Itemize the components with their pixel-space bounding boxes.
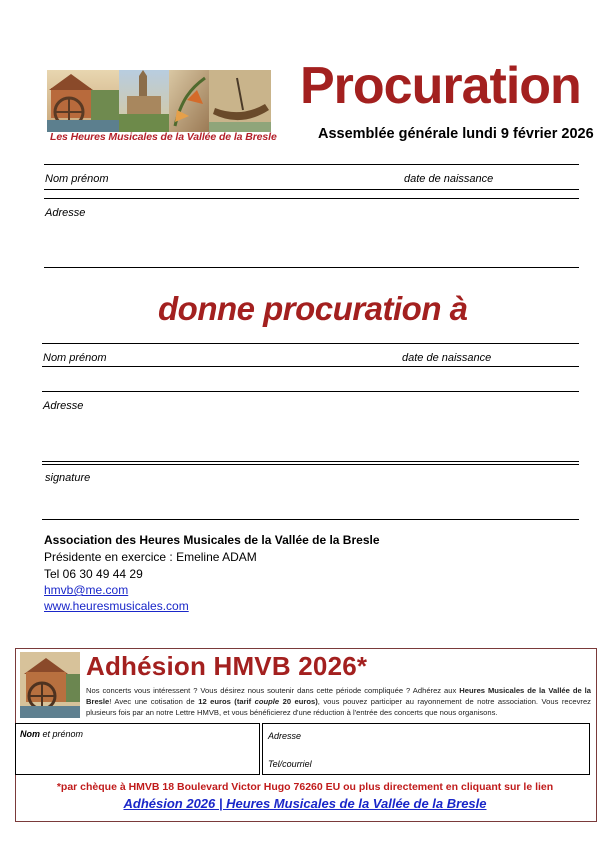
signature-field-line[interactable]	[42, 519, 579, 520]
adhesion-price-couple: couple	[254, 696, 280, 706]
address-label: Adresse	[45, 207, 86, 219]
proxy-address-label: Adresse	[43, 400, 84, 412]
association-name: Association des Heures Musicales de la Vallée de la Bresle	[44, 533, 380, 547]
page-title: Procuration	[300, 57, 581, 115]
watercolor-logo-image	[47, 70, 271, 132]
name-field-label-rest: et prénom	[40, 729, 84, 739]
name-field-label	[20, 729, 83, 739]
adhesion-text-part: ! Avec une cotisation de	[109, 696, 199, 706]
divider	[42, 343, 579, 344]
logo-painting	[47, 70, 271, 132]
adhesion-title: Adhésion HMVB 2026*	[86, 651, 368, 681]
name-field-line[interactable]	[44, 189, 579, 190]
adhesion-link[interactable]: Adhésion 2026 | Heures Musicales de la Vallée de la Bresle	[123, 796, 487, 811]
proxy-address-field-line[interactable]	[42, 461, 579, 462]
association-president: Présidente en exercice : Emeline ADAM	[44, 550, 257, 564]
adhesion-price: 12 euros (tarif	[198, 696, 255, 706]
adhesion-price-couple-amount: 20 euros)	[279, 696, 318, 706]
adhesion-text-bold: Heures Musicales de la Vallée de la Bresle	[86, 686, 591, 706]
adhesion-mill-image	[20, 652, 80, 718]
proxy-name-field-line[interactable]	[42, 366, 579, 367]
divider	[42, 464, 579, 465]
divider	[42, 391, 579, 392]
address-field-label: Adresse	[268, 731, 302, 741]
page-subtitle: Assemblée générale lundi 9 février 2026	[318, 126, 594, 142]
association-phone: Tel 06 30 49 44 29	[44, 567, 143, 581]
divider	[44, 198, 579, 199]
adhesion-description	[86, 686, 591, 718]
address-field-line[interactable]	[44, 267, 579, 268]
proxy-birthdate-label: date de naissance	[402, 352, 492, 364]
association-website-link[interactable]: www.heuresmusicales.com	[44, 599, 189, 613]
name-label: Nom prénom	[45, 173, 109, 185]
signature-label: signature	[45, 472, 91, 484]
donne-procuration-heading: donne procuration à	[158, 290, 468, 327]
tel-email-field-label: Tel/courriel	[268, 759, 312, 769]
adhesion-text-part: Nos concerts vous intéressent ? Vous désirez nous soutenir dans cette période compliquée ? Adhérez aux	[86, 686, 460, 695]
adhesion-text-part: , vous pouvez participer au rayonnement de notre association. Vous recevrez plusieurs fois par an notre Lettre HMVB, et vous bénéficierez d'une réduction à l'entrée des concerts que nous organisons.	[86, 696, 591, 717]
logo-caption: Les Heures Musicales de la Vallée de la Bresle	[50, 131, 277, 143]
mill-painting-icon	[20, 652, 80, 718]
divider	[44, 164, 579, 165]
cheque-note: *par chèque à HMVB 18 Boulevard Victor Hugo 76260 EU ou plus directement en cliquant sur le lien	[56, 781, 554, 793]
birthdate-label: date de naissance	[404, 173, 494, 185]
name-field-label-bold: Nom	[20, 729, 40, 739]
proxy-name-label: Nom prénom	[43, 352, 107, 364]
association-email-link[interactable]: hmvb@me.com	[44, 583, 129, 597]
